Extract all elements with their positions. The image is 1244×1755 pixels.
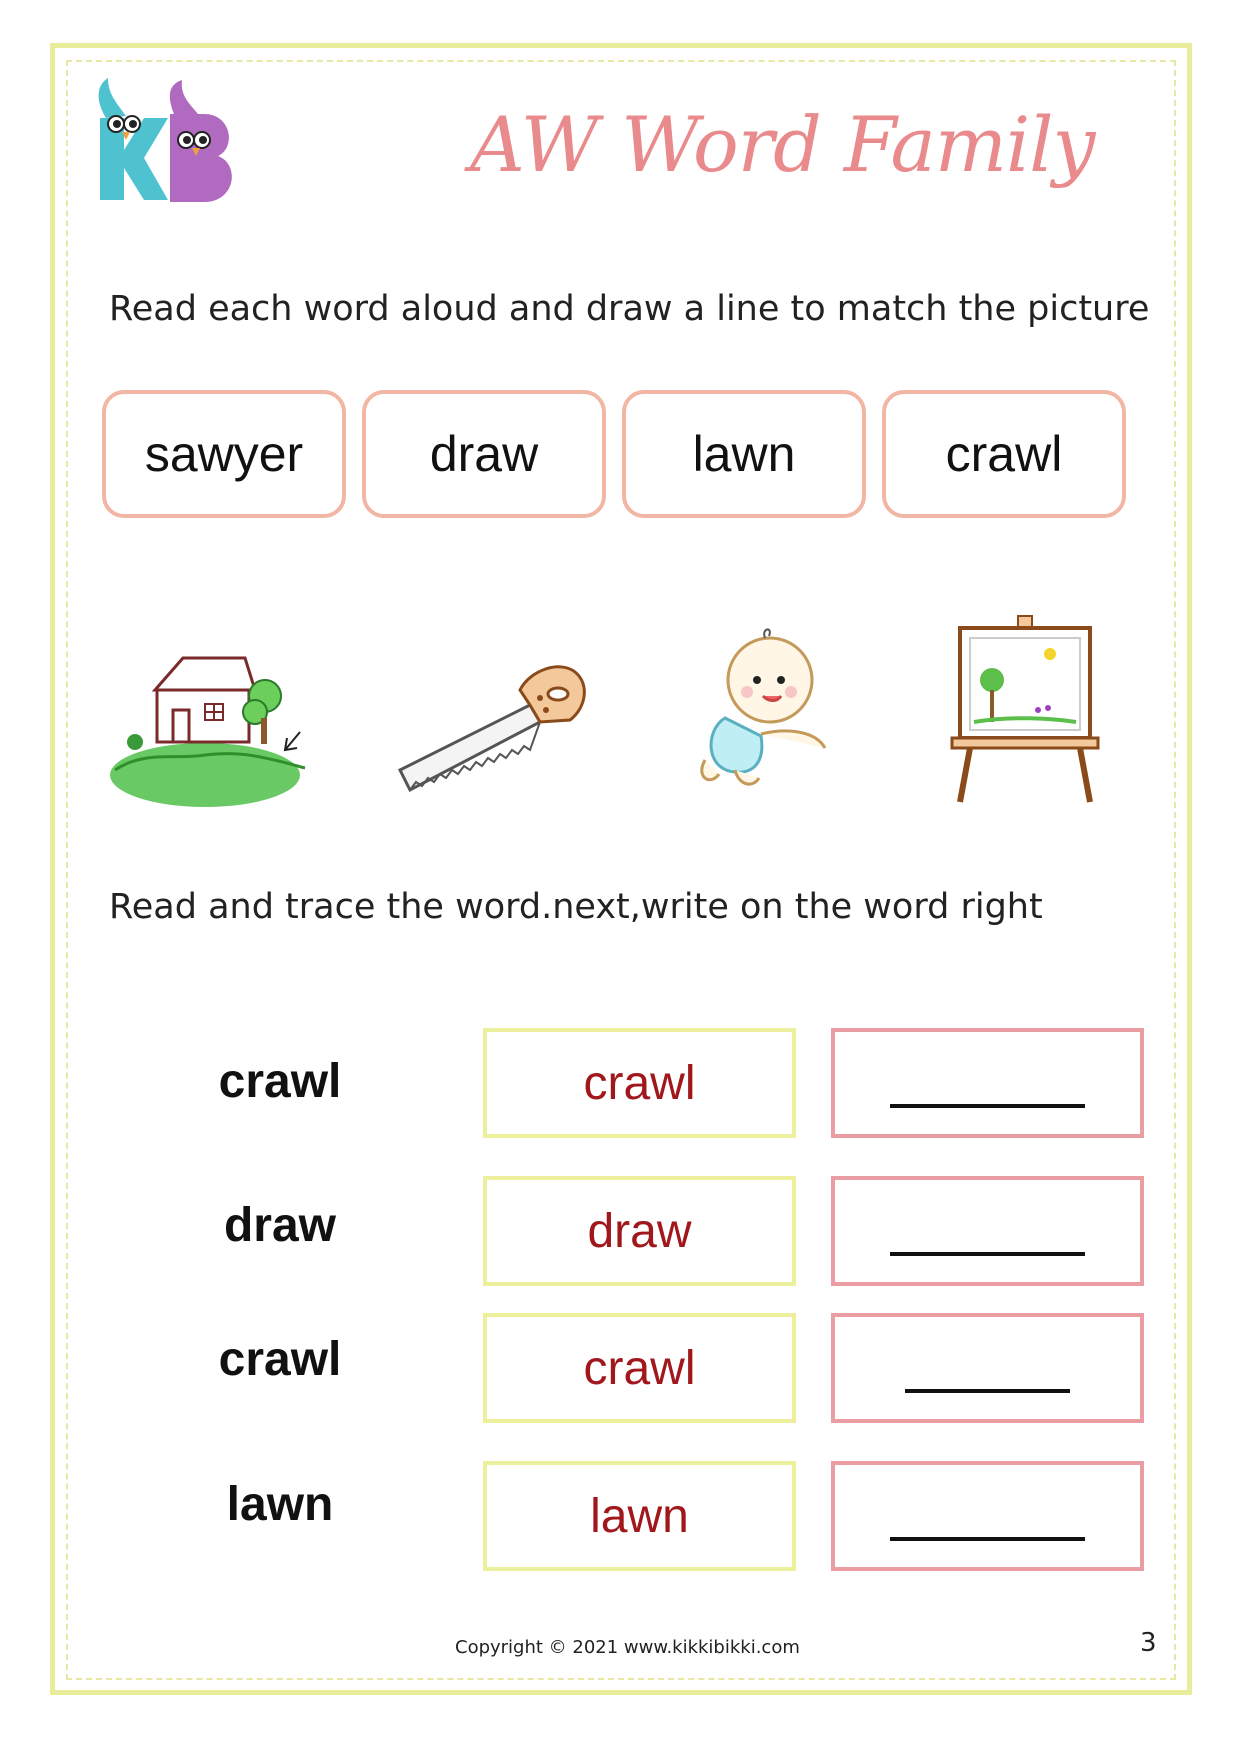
word-card-lawn: lawn <box>622 390 866 518</box>
word-card-sawyer: sawyer <box>102 390 346 518</box>
trace-box: crawl <box>483 1313 796 1423</box>
kb-logo <box>86 78 246 218</box>
write-box <box>831 1313 1144 1423</box>
trace-box: lawn <box>483 1461 796 1571</box>
crawling-baby-picture <box>665 610 875 810</box>
trace-box: crawl <box>483 1028 796 1138</box>
house-with-lawn-picture <box>105 610 315 810</box>
write-line <box>890 1104 1085 1108</box>
trace-box: draw <box>483 1176 796 1286</box>
write-box <box>831 1176 1144 1286</box>
row-word: lawn <box>226 1478 334 1531</box>
page-number: 3 <box>1140 1628 1157 1658</box>
write-box <box>831 1028 1144 1138</box>
word-card-draw: draw <box>362 390 606 518</box>
match-instruction: Read each word aloud and draw a line to match the picture <box>109 289 1150 329</box>
write-line <box>890 1252 1085 1256</box>
trace-instruction: Read and trace the word.next,write on the word right <box>109 887 1043 927</box>
write-line <box>890 1537 1085 1541</box>
word-card-crawl: crawl <box>882 390 1126 518</box>
write-line <box>905 1389 1070 1393</box>
row-word: draw <box>223 1199 337 1252</box>
row-word: crawl <box>218 1333 342 1386</box>
easel-drawing-picture <box>930 610 1140 810</box>
saw-picture <box>390 610 600 810</box>
row-word: crawl <box>218 1055 342 1108</box>
worksheet-title: AW Word Family <box>470 100 1095 189</box>
copyright-text: Copyright © 2021 www.kikkibikki.com <box>455 1637 800 1658</box>
write-box <box>831 1461 1144 1571</box>
